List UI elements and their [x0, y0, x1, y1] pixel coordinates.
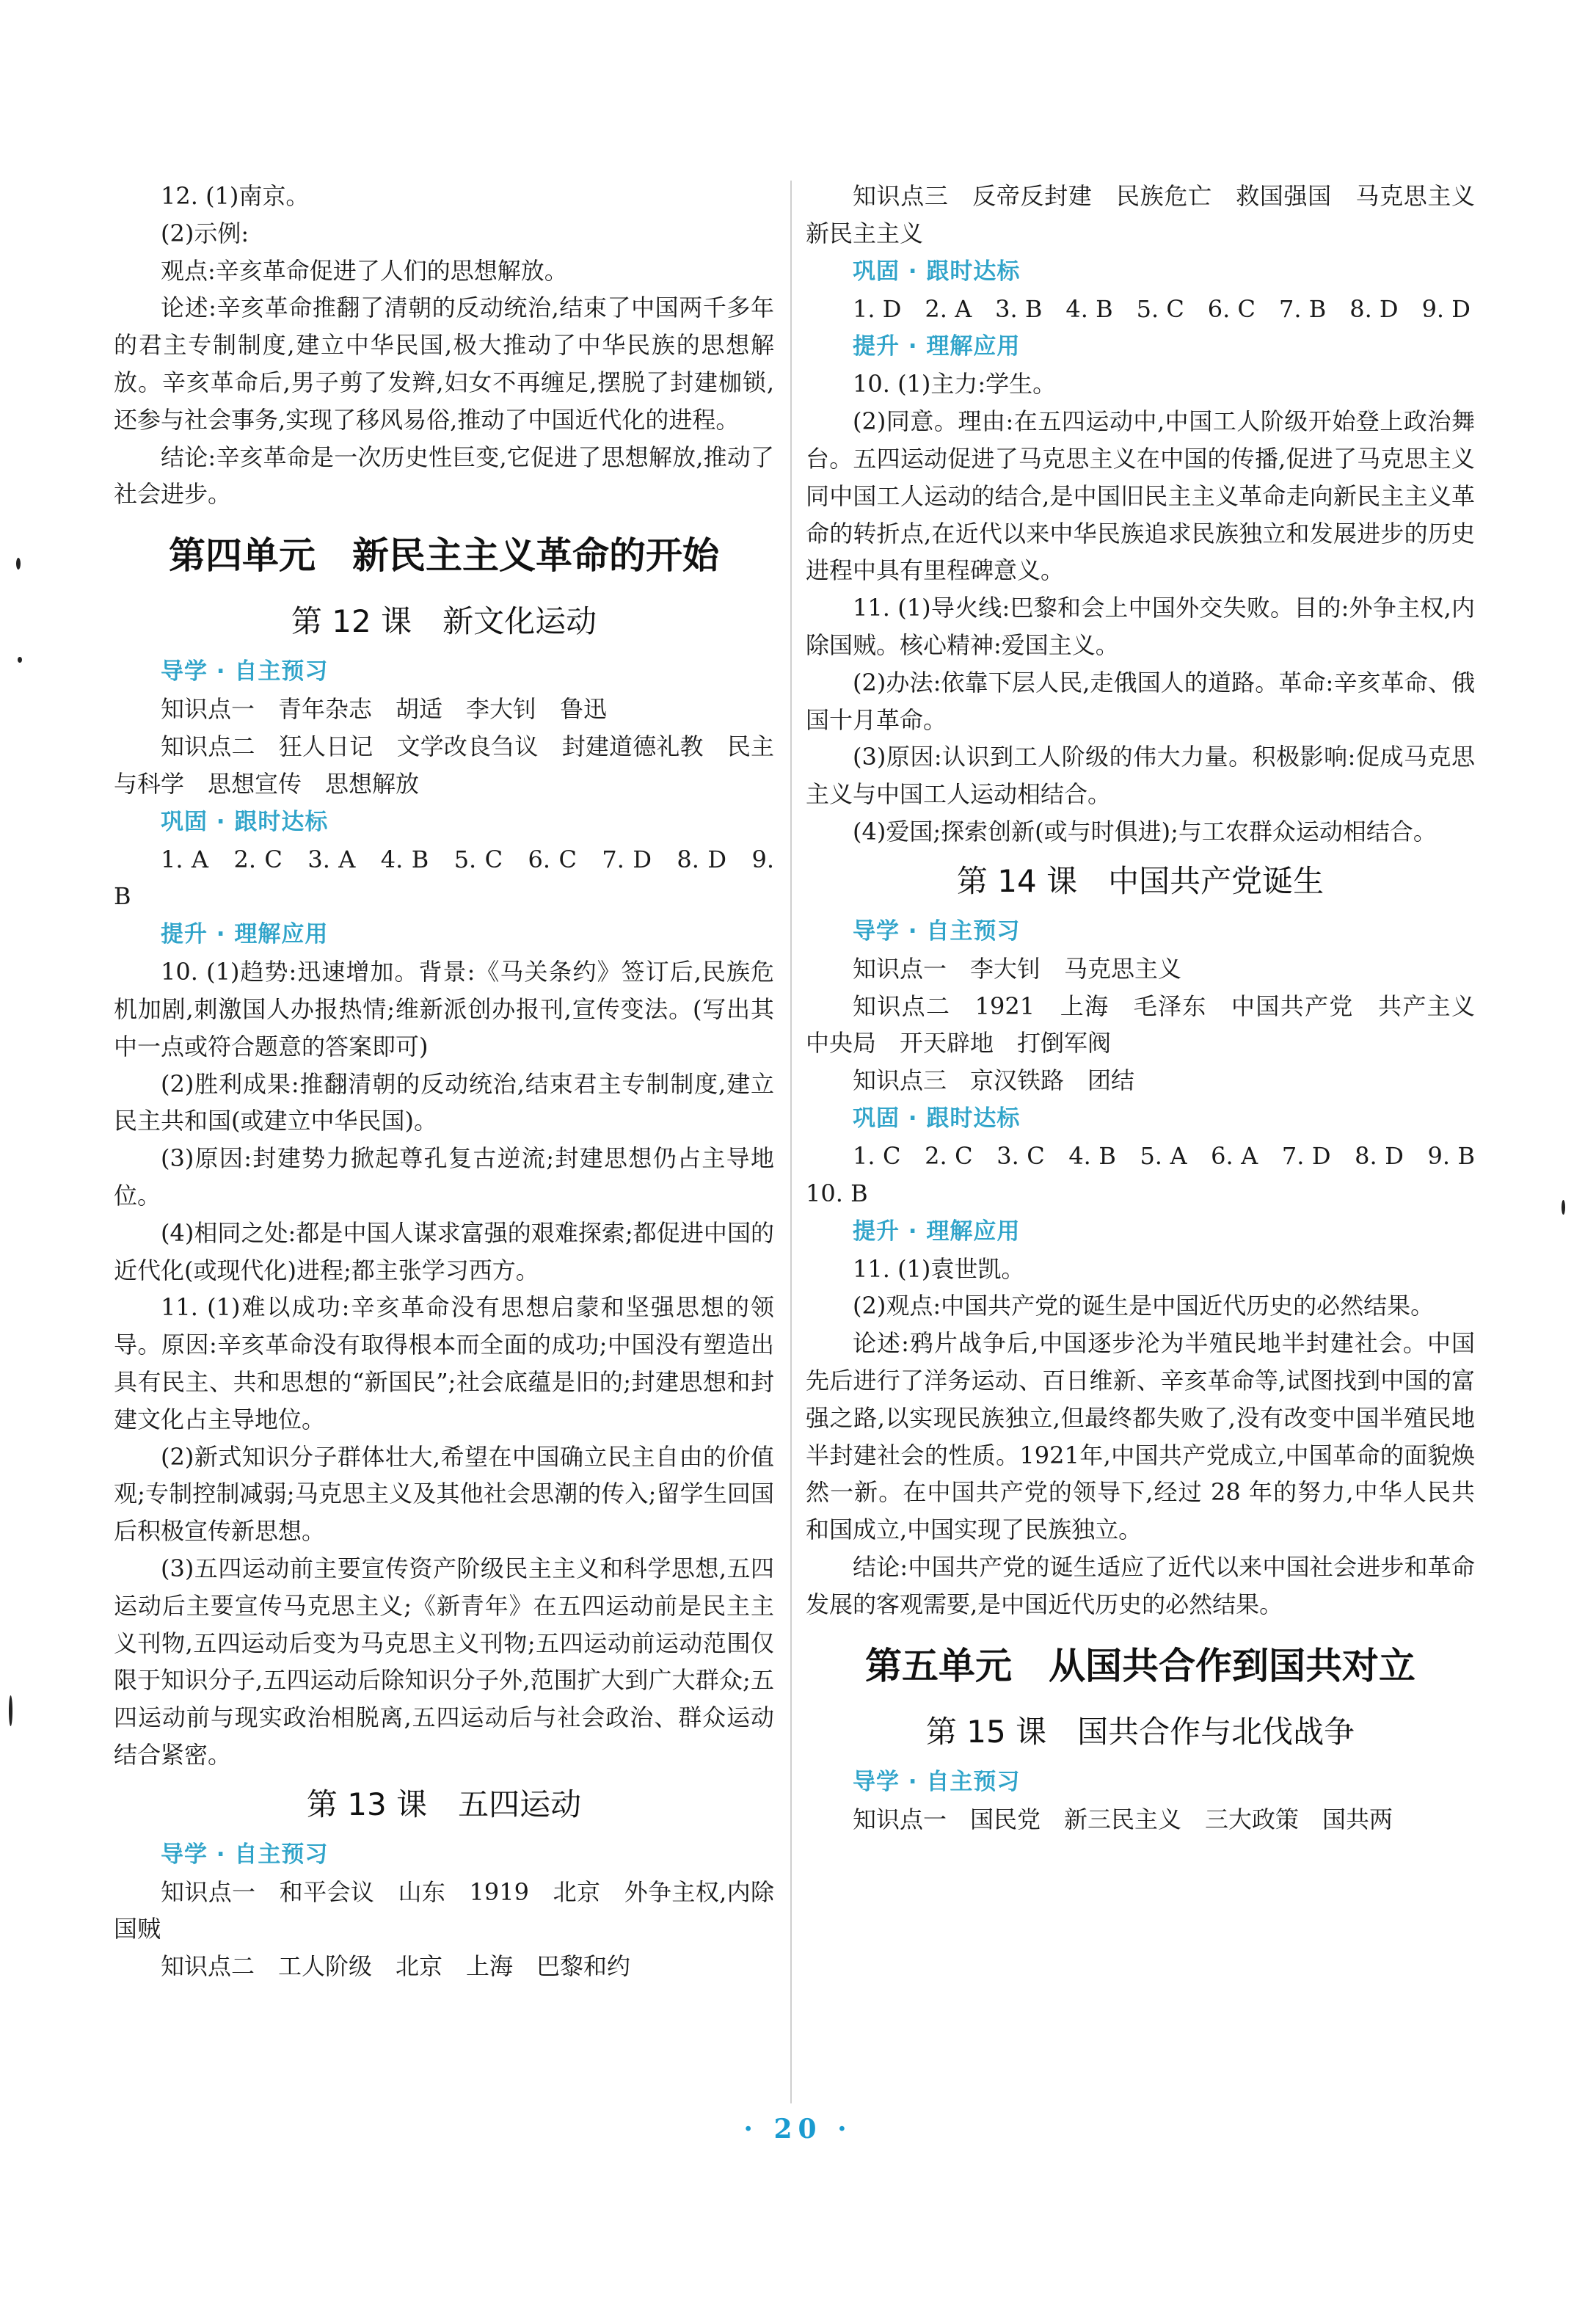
- paragraph: (2)观点:中国共产党的诞生是中国近代历史的必然结果。: [853, 1292, 1435, 1320]
- paragraph: 11. (1)袁世凯。: [853, 1254, 1025, 1283]
- paragraph: 知识点二 工人阶级 北京 上海 巴黎和约: [161, 1952, 631, 1981]
- paragraph: 1. A 2. C 3. A 4. B 5. C 6. C 7. D 8. D 9. B: [114, 845, 782, 911]
- right-column: [806, 178, 1499, 1838]
- section-heading: 导学 · 自主预习: [853, 917, 1021, 945]
- section-heading: 导学 · 自主预习: [161, 1841, 329, 1868]
- paragraph: (2)办法:依靠下层人民,走俄国人的道路。革命:辛亥革命、俄国十月革命。: [806, 668, 1475, 734]
- lesson-title: 第 12 课 新文化运动: [291, 603, 597, 640]
- paragraph: 10. (1)趋势:迅速增加。背景:《马关条约》签订后,民族危机加剧,刺激国人办报热情;维新派创办报刊,宣传变法。(写出其中一点或符合题意的答案即可): [114, 958, 774, 1061]
- paragraph: (2)新式知识分子群体壮大,希望在中国确立民主自由的价值观;专制控制减弱;马克思主义及其他社会思潮的传入;留学生回国后积极宣传新思想。: [114, 1442, 774, 1546]
- paragraph: 知识点一 李大钊 马克思主义: [853, 954, 1182, 983]
- paragraph: 知识点一 青年杂志 胡适 李大钊 鲁迅: [161, 695, 608, 724]
- column-divider: [790, 181, 792, 2103]
- lesson-title: 第 13 课 五四运动: [306, 1786, 582, 1822]
- paragraph: 11. (1)导火线:巴黎和会上中国外交失败。目的:外争主权,内除国贼。核心精神:爱国主义。: [806, 594, 1475, 659]
- paragraph: 知识点三 京汉铁路 团结: [853, 1066, 1135, 1095]
- scan-mark: [16, 558, 21, 570]
- paragraph: (2)示例:: [161, 219, 249, 247]
- scan-mark: [9, 1695, 12, 1726]
- section-heading: 提升 · 理解应用: [853, 333, 1021, 360]
- paragraph: (3)原因:封建势力掀起尊孔复古逆流;封建思想仍占主导地位。: [114, 1144, 774, 1210]
- section-heading: 巩固 · 跟时达标: [161, 808, 329, 835]
- paragraph: 结论:辛亥革命是一次历史性巨变,它促进了思想解放,推动了社会进步。: [114, 443, 774, 509]
- unit-title: 第四单元 新民主主义革命的开始: [169, 534, 719, 578]
- section-heading: 提升 · 理解应用: [853, 1218, 1021, 1245]
- paragraph: 论述:鸦片战争后,中国逐步沦为半殖民地半封建社会。中国先后进行了洋务运动、百日维新、辛亥革命等,试图找到中国的富强之路,以实现民族独立,但最终都失败了,没有改变中国半殖民地半封建社会的性质。1921年,中国共产党成立,中国革命的面貌焕然一新。在中国共产党的领导下,经过 28 年的努力,中华人民共和国成立,中国实现了民族独立。: [806, 1329, 1475, 1544]
- paragraph: (3)五四运动前主要宣传资产阶级民主主义和科学思想,五四运动后主要宣传马克思主义;《新青年》在五四运动前是民主主义刊物,五四运动后变为马克思主义刊物;五四运动前运动范围仅限于知识分子,五四运动后除知识分子外,范围扩大到广大群众;五四运动前与现实政治相脱离,五四运动后与社会政治、群众运动结合紧密。: [114, 1554, 774, 1769]
- section-heading: 导学 · 自主预习: [161, 658, 329, 685]
- paragraph: (2)同意。理由:在五四运动中,中国工人阶级开始登上政治舞台。五四运动促进了马克思主义在中国的传播,促进了马克思主义同中国工人运动的结合,是中国旧民主主义革命走向新民主主义革命的转折点,在近代以来中华民族追求民族独立和发展进步的历史进程中具有里程碑意义。: [806, 407, 1475, 585]
- page-number: · 20 ·: [743, 2114, 853, 2145]
- unit-title: 第五单元 从国共合作到国共对立: [865, 1643, 1415, 1687]
- paragraph: 知识点二 狂人日记 文学改良刍议 封建道德礼教 民主与科学 思想宣传 思想解放: [114, 732, 774, 798]
- paragraph: 1. C 2. C 3. C 4. B 5. A 6. A 7. D 8. D 9. B 10. B: [806, 1141, 1499, 1207]
- section-heading: 巩固 · 跟时达标: [853, 1105, 1021, 1132]
- paragraph: 知识点三 反帝反封建 民族危亡 救国强国 马克思主义 新民主主义: [806, 182, 1499, 247]
- paragraph: 观点:辛亥革命促进了人们的思想解放。: [161, 256, 568, 285]
- paragraph: 知识点一 和平会议 山东 1919 北京 外争主权,内除国贼: [114, 1877, 774, 1943]
- scan-mark: [18, 657, 22, 663]
- section-heading: 提升 · 理解应用: [161, 921, 329, 948]
- page-number-value: 20: [773, 2114, 823, 2145]
- section-heading: 巩固 · 跟时达标: [853, 258, 1021, 285]
- paragraph: 论述:辛亥革命推翻了清朝的反动统治,结束了中国两千多年的君主专制制度,建立中华民国,极大推动了中华民族的思想解放。辛亥革命后,男子剪了发辫,妇女不再缠足,摆脱了封建枷锁,还参与社会事务,实现了移风易俗,推动了中国近代化的进程。: [114, 294, 774, 434]
- paragraph: 知识点二 1921 上海 毛泽东 中国共产党 共产主义 中央局 开天辟地 打倒军阀: [806, 992, 1499, 1058]
- lesson-title: 第 14 课 中国共产党诞生: [956, 862, 1324, 899]
- scan-mark: [1562, 1200, 1565, 1215]
- paragraph: 12. (1)南京。: [161, 182, 310, 210]
- paragraph: 11. (1)难以成功:辛亥革命没有思想启蒙和坚强思想的领导。原因:辛亥革命没有取得根本而全面的成功;中国没有塑造出具有民主、共和思想的“新国民”;社会底蕴是旧的;封建思想和封建文化占主导地位。: [114, 1293, 774, 1433]
- section-heading: 导学 · 自主预习: [853, 1768, 1021, 1795]
- paragraph: (4)相同之处:都是中国人谋求富强的艰难探索;都促进中国的近代化(或现代化)进程;都主张学习西方。: [114, 1218, 774, 1284]
- paragraph: (2)胜利成果:推翻清朝的反动统治,结束君主专制制度,建立民主共和国(或建立中华民国)。: [114, 1069, 774, 1135]
- paragraph: (3)原因:认识到工人阶级的伟大力量。积极影响:促成马克思主义与中国工人运动相结合。: [806, 743, 1475, 809]
- paragraph: 知识点一 国民党 新三民主义 三大政策 国共两: [853, 1805, 1393, 1833]
- paragraph: 1. D 2. A 3. B 4. B 5. C 6. C 7. B 8. D 9. D: [853, 294, 1471, 323]
- paragraph: (4)爱国;探索创新(或与时俱进);与工农群众运动相结合。: [853, 817, 1437, 845]
- left-column: [114, 178, 782, 1985]
- paragraph: 10. (1)主力:学生。: [853, 370, 1057, 399]
- lesson-title: 第 15 课 国共合作与北伐战争: [925, 1713, 1355, 1750]
- paragraph: 结论:中国共产党的诞生适应了近代以来中国社会进步和革命发展的客观需要,是中国近代历史的必然结果。: [806, 1552, 1475, 1618]
